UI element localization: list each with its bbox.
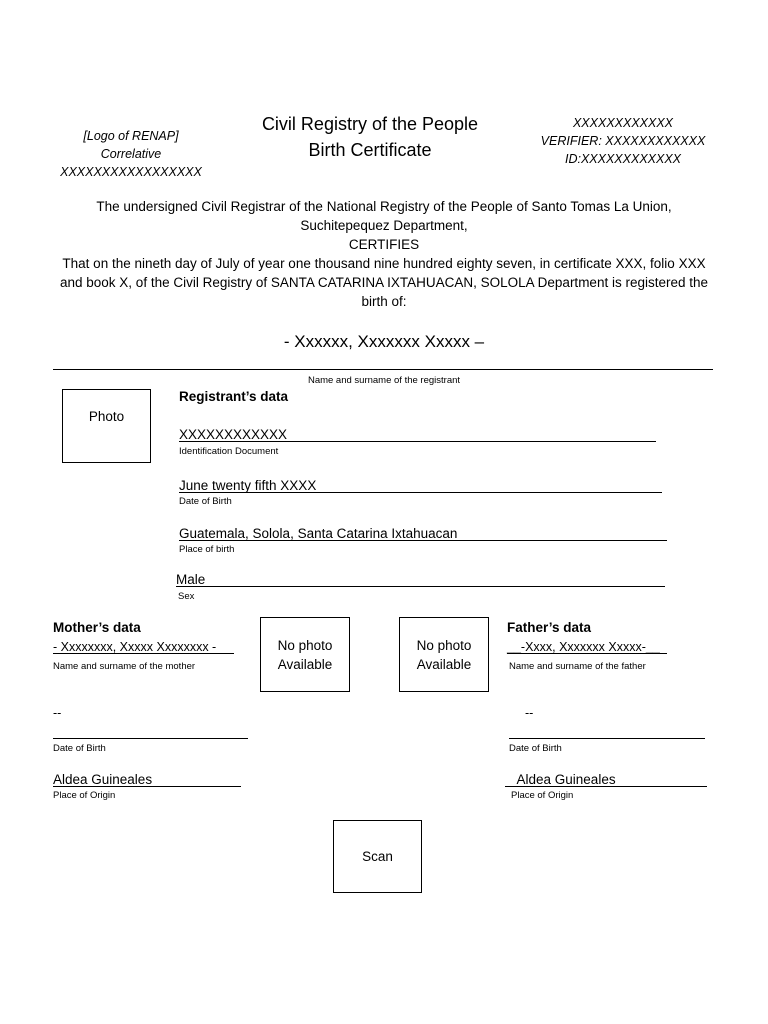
intro-line-3: That on the nineth day of July of year one thousand nine hundred eighty seven, in certificate XXX, folio XXX (62, 256, 706, 271)
father-origin-value: _Aldea Guineales_ (509, 772, 624, 787)
father-origin-caption: Place of Origin (511, 790, 574, 801)
registrant-photo (62, 389, 151, 463)
correlative-label: Correlative (100, 147, 162, 161)
mother-name: - Xxxxxxxx, Xxxxx Xxxxxxxx - (53, 640, 217, 654)
father-name-caption: Name and surname of the father (509, 661, 646, 672)
father-name: __-Xxxx, Xxxxxxx Xxxxx-__ (507, 640, 660, 654)
sex-value: Male (176, 572, 206, 587)
intro-line-4: and book X, of the Civil Registry of SANTA CATARINA IXTAHUACAN, SOLOLA Department is registered the (60, 275, 708, 290)
sex-line (176, 586, 665, 587)
father-section-title: Father’s data (507, 620, 592, 635)
id-document-value: XXXXXXXXXXXX (179, 427, 288, 442)
mother-photo-line-1: No photo (277, 637, 333, 653)
renap-logo-placeholder: [Logo of RENAP] (83, 129, 179, 143)
father-photo-line-1: No photo (416, 637, 472, 653)
father-dob-caption: Date of Birth (509, 743, 562, 754)
mother-dob-line (53, 738, 248, 739)
scan-box (333, 820, 422, 893)
date-of-birth-value: June twenty fifth XXXX____ (179, 478, 347, 493)
title-line-2: Birth Certificate (308, 140, 432, 160)
certification-text (40, 197, 728, 311)
intro-line-2: Suchitepequez Department, (300, 218, 468, 233)
mother-name-caption: Name and surname of the mother (53, 661, 196, 672)
verifier: VERIFIER: XXXXXXXXXXXX (540, 134, 706, 148)
mother-dob-value: -- (53, 706, 62, 720)
mother-origin-caption: Place of Origin (53, 790, 116, 801)
date-of-birth-line (179, 492, 662, 493)
id-document-caption: Identification Document (179, 446, 279, 457)
father-dob-line (509, 738, 705, 739)
intro-line-1: The undersigned Civil Registrar of the National Registry of the People of Santo Tomas La Union, (96, 199, 672, 214)
intro-line-5: birth of: (361, 294, 407, 309)
sex-caption: Sex (178, 591, 195, 602)
father-origin-line (505, 786, 707, 787)
father-photo (399, 617, 489, 692)
registrant-section-title: Registrant’s data (179, 389, 289, 404)
registrant-name-caption: Name and surname of the registrant (307, 375, 461, 386)
registrant-name-underline (53, 369, 713, 370)
place-of-birth-value: Guatemala, Solola, Santa Catarina Ixtahuacan (179, 526, 458, 541)
place-of-birth-line (179, 540, 667, 541)
mother-photo-line-2: Available (277, 656, 333, 672)
id-document-line (179, 441, 656, 442)
father-name-line (507, 653, 667, 654)
header-right (540, 114, 706, 168)
mother-photo (260, 617, 350, 692)
mother-name-line (53, 653, 234, 654)
verification-id: ID:XXXXXXXXXXXX (564, 152, 682, 166)
father-dob-value: -- (525, 706, 534, 720)
photo-label: Photo (88, 409, 125, 424)
correlative-value: XXXXXXXXXXXXXXXXX (60, 165, 202, 179)
mother-origin-line (53, 786, 241, 787)
mother-origin-value: Aldea Guineales___ (53, 772, 175, 787)
place-of-birth-caption: Place of birth (179, 544, 235, 555)
mother-section-title: Mother’s data (53, 620, 141, 635)
title-line-1: Civil Registry of the People (261, 114, 479, 134)
registrant-name: - Xxxxxx, Xxxxxxx Xxxxx – (283, 332, 485, 351)
certifies-label: CERTIFIES (348, 237, 420, 252)
father-photo-line-2: Available (416, 656, 472, 672)
header-left (58, 127, 204, 181)
date-of-birth-caption: Date of Birth (179, 496, 232, 507)
mother-dob-caption: Date of Birth (53, 743, 106, 754)
document-title (230, 111, 510, 163)
scan-label: Scan (362, 849, 393, 864)
verification-code: XXXXXXXXXXXX (572, 116, 674, 130)
